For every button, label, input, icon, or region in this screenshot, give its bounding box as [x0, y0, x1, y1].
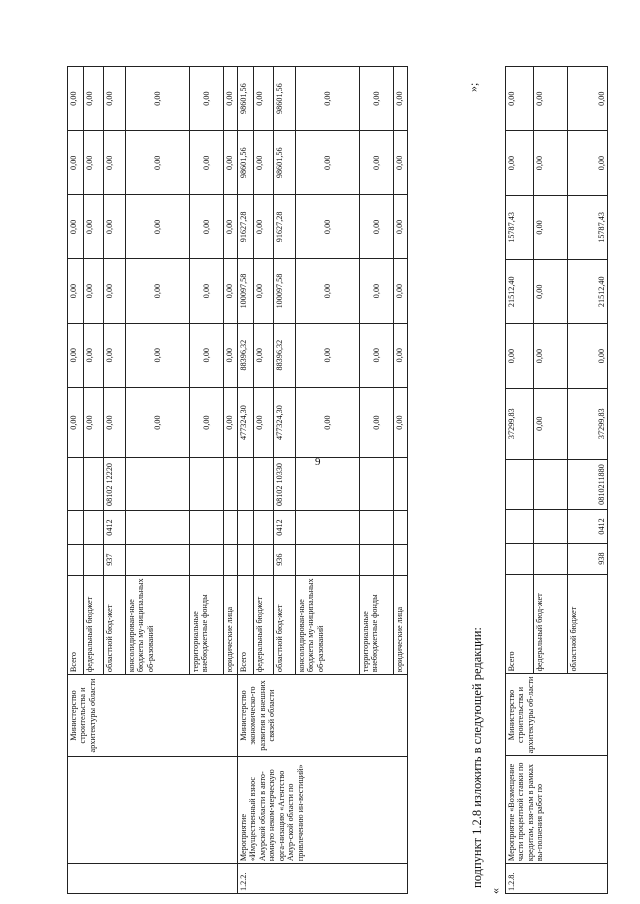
table-row: федеральный бюджет 0,00 0,00 0,00 0,00 0,00 0,00: [254, 67, 274, 894]
row-number: 1.2.2.: [238, 864, 408, 894]
amendment-caption: подпункт 1.2.8 изложить в следующей редакции:: [470, 627, 484, 888]
table-row: федеральный бюджет 0,00 0,00 0,00 0,00 0,00 0,00: [84, 67, 104, 894]
table-row: федеральный бюд-жет 0,00 0,00 0,00 0,00 0,00 0,00: [534, 67, 568, 894]
table-row: областной бюд-жет 937 0412 08102 12220 0,00 0,00 0,00 0,00 0,00 0,00: [104, 67, 126, 894]
budget-table-2: [505, 66, 608, 894]
table-row: юридические лица 0,00 0,00 0,00 0,00 0,00 0,00: [394, 67, 408, 894]
page-number: 9: [315, 456, 321, 468]
table-row: территориальные внебюджетные фонды 0,00 0,00 0,00 0,00 0,00 0,00: [190, 67, 224, 894]
closing-quote-mark: »;: [466, 82, 480, 92]
measure-cell: Мероприятие «Имущественный взнос Амурской области в авто-номную неком-мерческую орга-низацию «Агентство Амур-ской области по привлечению ин-вестиций»: [238, 756, 408, 863]
table-row: консолидирован-ные бюджеты му-ниципальных об-разований 0,00 0,00 0,00 0,00 0,00 0,00: [296, 67, 360, 894]
table-row: 1.2.8. Мероприятие «Возмещение части процентной ставки по кредитам, взя-тым в рамках вы-полнения работ по Министерство строительства и архитектуры об-ласти Всего 37299,83 0,00 21512,40 15787,43 0,00 0,00: [506, 67, 534, 894]
executor-cell: Министерство строительства и архитектуры об-ласти: [506, 674, 608, 756]
opening-quote-mark: «: [488, 888, 502, 894]
table-row: консолидирован-ные бюджеты му-ниципальных об-разований 0,00 0,00 0,00 0,00 0,00 0,00: [126, 67, 190, 894]
table-row: территориальные внебюджетные фонды 0,00 0,00 0,00 0,00 0,00 0,00: [360, 67, 394, 894]
budget-table-1: [67, 66, 408, 894]
table-row: областной бюд-жет 936 0412 08102 10330 477324,30 88396,32 100097,58 91627,28 98601,56 98601,56: [274, 67, 296, 894]
executor-cell: Министерство строительства и архитектуры области: [68, 675, 238, 757]
table-row: 1.2.2. Мероприятие «Имущественный взнос Амурской области в авто-номную неком-мерческую орга-низацию «Агентство Амур-ской области по привлечению ин-вестиций» Министерство экономическо-го развития и внешних связей области Всего 477324,30 88396,32 100097,58 91627,28 98601,56 98601,56: [238, 67, 254, 894]
table-row: юридические лица 0,00 0,00 0,00 0,00 0,00 0,00: [224, 67, 238, 894]
executor-cell: Министерство экономическо-го развития и внешних связей области: [238, 675, 408, 757]
table-row: областной бюджет 938 0412 0810211880 37299,83 0,00 21512,40 15787,43 0,00 0,00: [568, 67, 608, 894]
measure-cell: Мероприятие «Возмещение части процентной ставки по кредитам, взя-тым в рамках вы-полнения работ по: [506, 756, 608, 864]
row-number: 1.2.8.: [506, 864, 608, 894]
table-row: Министерство строительства и архитектуры области Всего 0,00 0,00 0,00 0,00 0,00 0,00: [68, 67, 84, 894]
